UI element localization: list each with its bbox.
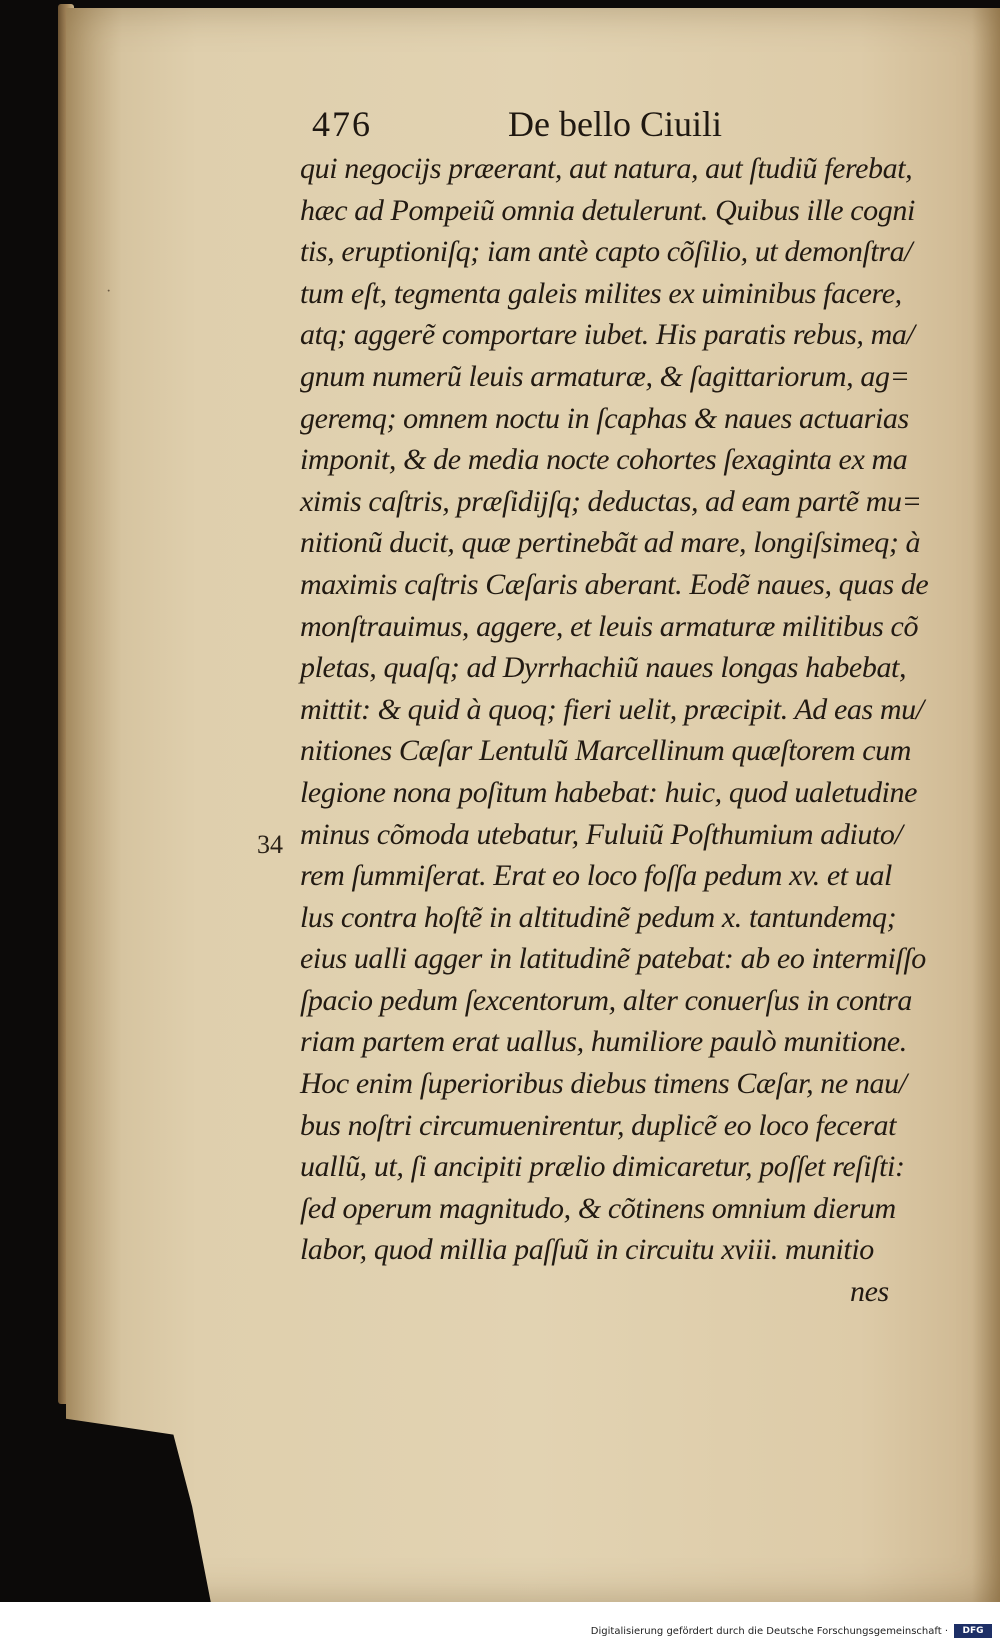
- text-line: hæc ad Pompeiũ omnia detulerunt. Quibus ille cogni: [300, 193, 915, 227]
- text-line: labor, quod millia paſſuũ in circuitu xviii. munitio: [300, 1233, 874, 1267]
- dfg-logo: DFG: [954, 1624, 992, 1638]
- margin-mark: ·: [106, 283, 112, 300]
- text-line: rem ſummiſerat. Erat eo loco foſſa pedum xv. et ual: [300, 859, 892, 893]
- catchword: nes: [850, 1275, 889, 1309]
- text-line: gnum numerũ leuis armaturæ, & ſagittariorum, ag=: [300, 359, 910, 393]
- text-line: lus contra hoſtẽ in altitudinẽ pedum x. tantundemq;: [300, 900, 897, 934]
- text-line: nitionũ ducit, quæ pertinebãt ad mare, longiſsimeq; à: [300, 526, 921, 560]
- text-line: minus cõmoda utebatur, Fuluiũ Poſthumium adiuto/: [300, 817, 903, 851]
- text-line: nitiones Cæſar Lentulũ Marcellinum quæſtorem cum: [300, 734, 912, 768]
- running-head: [312, 103, 932, 149]
- text-line: tis, eruptioniſq; iam antè capto cõſilio, ut demonſtra/: [300, 235, 913, 269]
- text-line: mittit: & quid à quoq; fieri uelit, præcipit. Ad eas mu/: [300, 692, 924, 726]
- footer-bar: [0, 1602, 1000, 1646]
- page-number: 476: [312, 104, 372, 144]
- text-line: ſed operum magnitudo, & cõtinens omnium dierum: [300, 1191, 896, 1225]
- text-line: uallũ, ut, ſi ancipiti prælio dimicaretur, poſſet reſiſti:: [300, 1150, 905, 1184]
- text-line: Hoc enim ſuperioribus diebus timens Cæſar, ne nau/: [300, 1067, 907, 1101]
- text-line: riam partem erat uallus, humiliore paulò munitione.: [300, 1025, 907, 1059]
- text-line: atq; aggerẽ comportare iubet. His paratis rebus, ma/: [300, 318, 915, 352]
- text-line: tum eſt, tegmenta galeis milites ex uiminibus facere,: [300, 276, 902, 310]
- text-line: ſpacio pedum ſexcentorum, alter conuerſus in contra: [300, 983, 912, 1017]
- text-line: imponit, & de media nocte cohortes ſexaginta ex ma: [300, 443, 908, 477]
- text-line: pletas, quaſq; ad Dyrrhachiũ naues longas habebat,: [300, 651, 907, 685]
- body-text: [300, 148, 940, 1313]
- text-line: ximis caſtris, præſidijſq; deductas, ad eam partẽ mu=: [300, 484, 922, 518]
- text-line: legione nona poſitum habebat: huic, quod ualetudine: [300, 775, 917, 809]
- funding-credit: Digitalisierung gefördert durch die Deutsche Forschungsgemeinschaft ·: [590, 1626, 948, 1637]
- running-title: De bello Ciuili: [508, 104, 722, 144]
- text-line: eius ualli agger in latitudinẽ patebat: ab eo intermiſſo: [300, 942, 926, 976]
- text-line: qui negocijs præerant, aut natura, aut ſtudiũ ferebat,: [300, 152, 913, 185]
- text-line: monſtrauimus, aggere, et leuis armaturæ militibus cõ: [300, 609, 919, 643]
- text-line: geremq; omnem noctu in ſcaphas & naues actuarias: [300, 401, 909, 435]
- text-line: maximis caſtris Cæſaris aberant. Eodẽ naues, quas de: [300, 567, 929, 601]
- text-line: bus noſtri circumuenirentur, duplicẽ eo loco fecerat: [300, 1108, 897, 1142]
- margin-line-number: 34: [257, 830, 283, 859]
